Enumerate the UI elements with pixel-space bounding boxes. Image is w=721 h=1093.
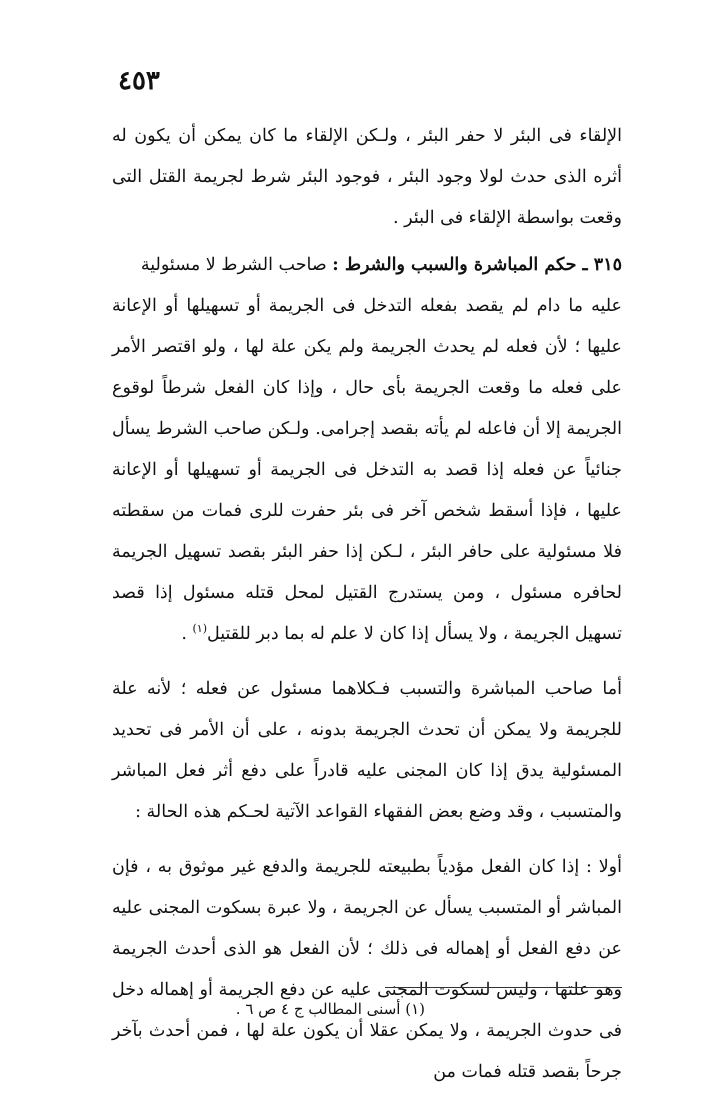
section-315-heading bbox=[112, 245, 622, 286]
section-315-title: ٣١٥ ـ حكم المباشرة والسبب والشرط : bbox=[332, 255, 622, 275]
footnote-divider bbox=[385, 987, 622, 988]
footnote: (١) أسنى المطالب ج ٤ ص ٦ . bbox=[235, 1000, 425, 1018]
footnote-marker: (١) bbox=[192, 622, 207, 636]
paragraph-continuation: الإلقاء فى البئر لا حفر البئر ، ولـكن الإلقاء ما كان يمكن أن يكون له أثره الذى حدث لولا وجود البئر ، فوجود البئر شرط لجريمة القتل التى وقعت بواسطة الإلقاء فى البئر . bbox=[112, 126, 622, 228]
paragraph-condition-text: عليه ما دام لم يقصد بفعله التدخل فى الجريمة أو تسهيلها أو الإعانة عليها ؛ لأن فعله لم يحدث الجريمة ولم يكن علة لها ، ولو اقتصر الأمر على فعله ما وقعت الجريمة بأى حال ، وإذا كان الفعل شرطاً لوقوع الجريمة إلا أن فاعله لم يأته بقصد إجرامى. ولـكن صاحب الشرط يسأل جنائياً عن فعله إذا قصد به التدخل فى الجريمة أو تسهيلها أو الإعانة عليها ، فإذا أسقط شخص آخر فى بئر حفرت للرى فمات من سقطته فلا مسئولية على حافر البئر ، لـكن إذا حفر البئر بقصد تسهيل الجريمة لحافره مسئول ، ومن يستدرج القتيل لمحل قتله مسئول إذا قصد تسهيل الجريمة ، ولا يسأل إذا كان لا علم له بما دبر للقتيل bbox=[112, 296, 622, 644]
paragraph-rule-first: أولا : إذا كان الفعل مؤدياً بطبيعته للجريمة والدفع غير موثوق به ، فإن المباشر أو المتسبب يسأل عن الجريمة ، ولا عبرة بسكوت المجنى عليه عن دفع الفعل أو إهماله فى ذلك ؛ لأن الفعل هو الذى أحدث الجريمة وهو علتها ، وليس لسكوت المجنى عليه عن دفع الجريمة أو إهماله دخل فى حدوث الجريمة ، ولا يمكن عقلا أن يكون علة لها ، فمن أحدث بآخر جرحاً بقصد قتله فمات من bbox=[112, 857, 622, 1082]
paragraph-end: . bbox=[181, 624, 193, 644]
section-315-lead: صاحب الشرط لا مسئولية bbox=[140, 255, 327, 275]
body-text bbox=[112, 116, 622, 1093]
paragraph-condition-liability bbox=[112, 286, 622, 655]
paragraph-direct-and-cause: أما صاحب المباشرة والتسبب فـكلاهما مسئول عن فعله ؛ لأنه علة للجريمة ولا يمكن أن تحدث الجريمة بدونه ، على أن الأمر فى تحديد المسئولية يدق إذا كان المجنى عليه قادراً على دفع أثر فعل المباشر والمتسبب ، وقد وضع بعض الفقهاء القواعد الآتية لحـكم هذه الحالة : bbox=[112, 679, 622, 822]
page-number: ٤٥٣ bbox=[118, 66, 160, 96]
